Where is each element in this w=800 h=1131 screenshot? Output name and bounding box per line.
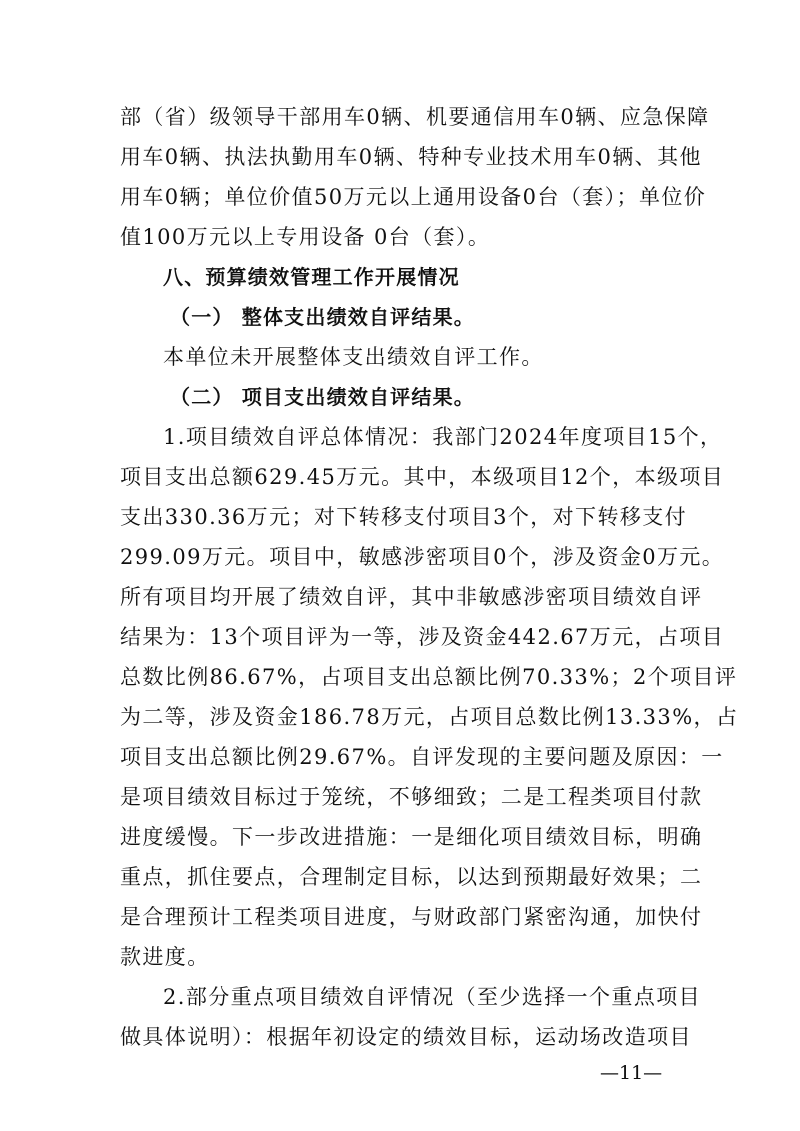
item1-line-5: 所有项目均开展了绩效自评，其中非敏感涉密项目绩效自评 [120, 585, 703, 609]
vehicles-line-4: 值100万元以上专用设备 0台（套）。 [120, 225, 491, 249]
item1-line-4: 299.09万元。项目中，敏感涉密项目0个，涉及资金0万元。 [120, 545, 725, 569]
item1-line-8: 为二等，涉及资金186.78万元，占项目总数比例13.33%，占 [120, 705, 739, 729]
vehicles-line-3: 用车0辆；单位价值50万元以上通用设备0台（套）；单位价 [120, 185, 707, 209]
item2-line-2: 做具体说明）：根据年初设定的绩效目标，运动场改造项目 [120, 1025, 692, 1049]
vehicles-line-1: 部（省）级领导干部用车0辆、机要通信用车0辆、应急保障 [120, 105, 710, 129]
item1-line-13: 是合理预计工程类项目进度，与财政部门紧密沟通，加快付 [120, 905, 703, 929]
item1-line-14: 款进度。 [120, 945, 210, 969]
item1-line-6: 结果为：13个项目评为一等，涉及资金442.67万元，占项目 [120, 625, 725, 649]
item2-line-1: 2.部分重点项目绩效自评情况（至少选择一个重点项目 [163, 985, 702, 1009]
item1-line-7: 总数比例86.67%，占项目支出总额比例70.33%；2个项目评 [120, 665, 738, 689]
item1-line-2: 项目支出总额629.45万元。其中，本级项目12个，本级项目 [120, 465, 725, 489]
overall-text: 本单位未开展整体支出绩效自评工作。 [163, 345, 544, 369]
section-heading: 八、预算绩效管理工作开展情况 [163, 265, 460, 289]
item1-line-9: 项目支出总额比例29.67%。自评发现的主要问题及原因：一 [120, 745, 724, 769]
item1-line-3: 支出330.36万元；对下转移支付项目3个，对下转移支付 [120, 505, 688, 529]
item1-line-10: 是项目绩效目标过于笼统，不够细致；二是工程类项目付款 [120, 785, 703, 809]
item1-line-11: 进度缓慢。下一步改进措施：一是细化项目绩效目标，明确 [120, 825, 703, 849]
page-number: —11— [600, 1062, 663, 1084]
item1-line-12: 重点，抓住要点，合理制定目标，以达到预期最好效果；二 [120, 865, 703, 889]
item1-line-1: 1.项目绩效自评总体情况：我部门2024年度项目15个， [163, 425, 723, 449]
vehicles-line-2: 用车0辆、执法执勤用车0辆、特种专业技术用车0辆、其他 [120, 145, 702, 169]
subheading-overall: （一） 整体支出绩效自评结果。 [170, 305, 475, 329]
subheading-project: （二） 项目支出绩效自评结果。 [170, 385, 475, 409]
